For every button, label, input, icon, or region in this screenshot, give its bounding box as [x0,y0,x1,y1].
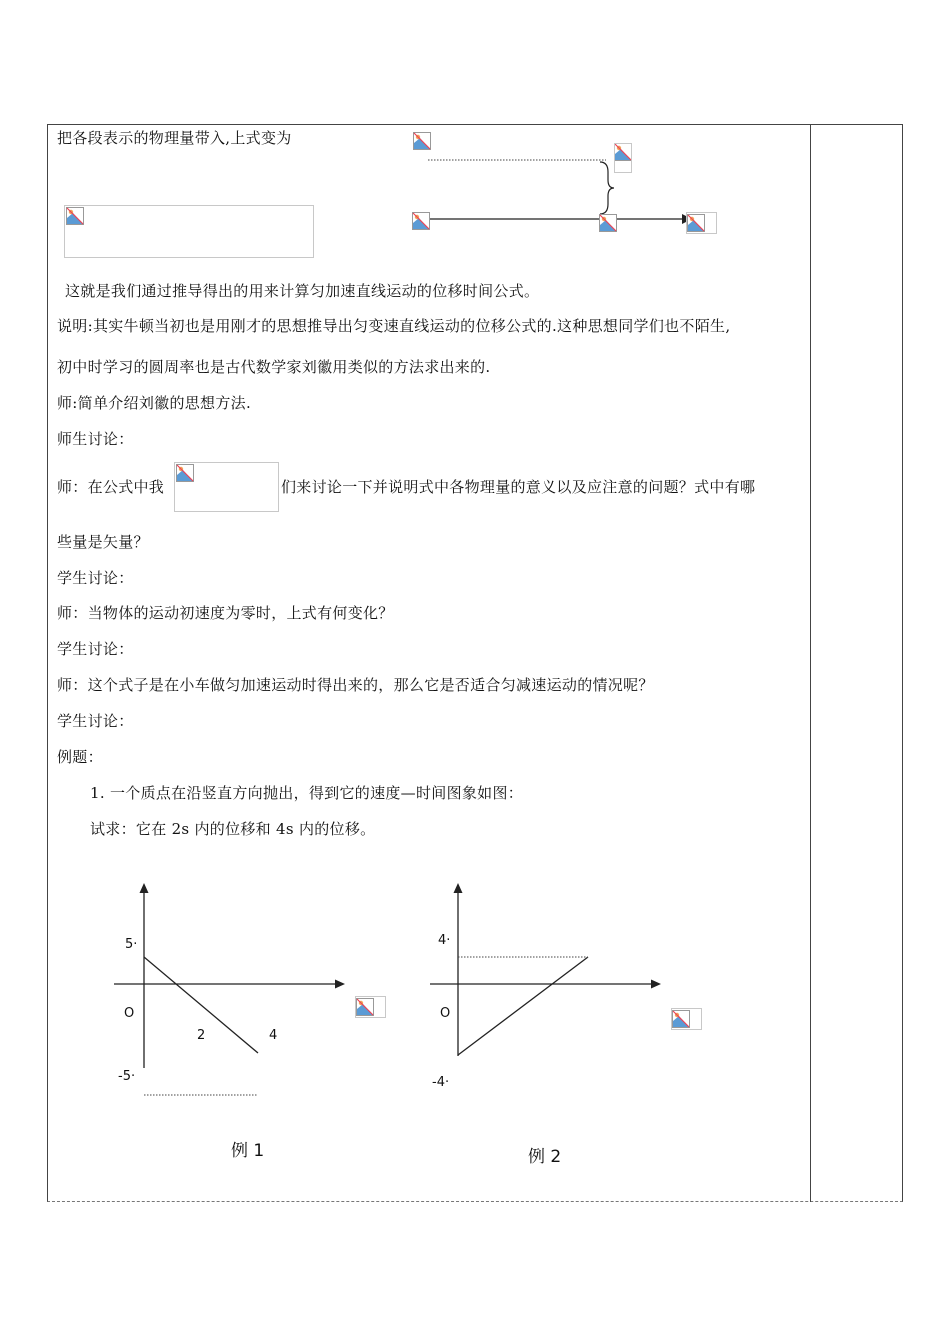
graph1-caption: 例 1 [231,1141,265,1161]
graph1-origin-label: O [124,1006,135,1021]
broken-image-icon [672,1010,690,1028]
paragraph-student-discussion-1: 学生讨论： [57,569,134,587]
graph2-velocity-line [458,957,588,1055]
graph2-y-pos-label: 4· [438,933,451,948]
graph2-y-neg-label: -4· [432,1075,450,1090]
paragraph-substitute: 把各段表示的物理量带入,上式变为 [57,129,292,147]
paragraph-examples-heading: 例题： [57,748,103,766]
paragraph-discussion: 师生讨论： [57,430,134,448]
graph1-x-tick-4: 4 [269,1028,278,1043]
broken-image-icon [356,998,374,1016]
paragraph-student-discussion-2: 学生讨论： [57,640,134,658]
paragraph-zero-velocity: 师：当物体的运动初速度为零时，上式有何变化？ [57,604,394,622]
graph2-origin-label: O [440,1006,451,1021]
paragraph-example-task: 试求：它在 2s 内的位移和 4s 内的位移。 [90,820,376,838]
paragraph-explanation-1: 说明:其实牛顿当初也是用刚才的思想推导出匀变速直线运动的位移公式的.这种思想同学们也不陌生, [57,317,731,335]
graph1-x-tick-2: 2 [197,1028,206,1043]
paragraph-explanation-2: 初中时学习的圆周率也是古代数学家刘徽用类似的方法求出来的. [57,358,491,376]
graph2-caption: 例 2 [528,1147,562,1167]
paragraph-example-1: 1. 一个质点在沿竖直方向抛出，得到它的速度—时间图象如图： [90,784,524,802]
graph1-y-pos-label: 5· [125,937,138,952]
paragraph-student-discussion-3: 学生讨论： [57,712,134,730]
graph1-y-neg-label: -5· [118,1069,136,1084]
paragraph-teacher-intro: 师:简单介绍刘徽的思想方法. [57,394,252,412]
paragraph-teacher-question-a: 师：在公式中我 [57,478,165,496]
paragraph-formula-note: 这就是我们通过推导得出的用来计算匀加速直线运动的位移时间公式。 [65,282,540,300]
paragraph-deceleration: 师：这个式子是在小车做匀加速运动时得出来的，那么它是否适合匀减速运动的情况呢？ [57,676,654,694]
paragraph-teacher-question-b: 们来讨论一下并说明式中各物理量的意义以及应注意的问题？式中有哪 [281,478,756,496]
paragraph-vector-question: 些量是矢量？ [57,533,149,551]
